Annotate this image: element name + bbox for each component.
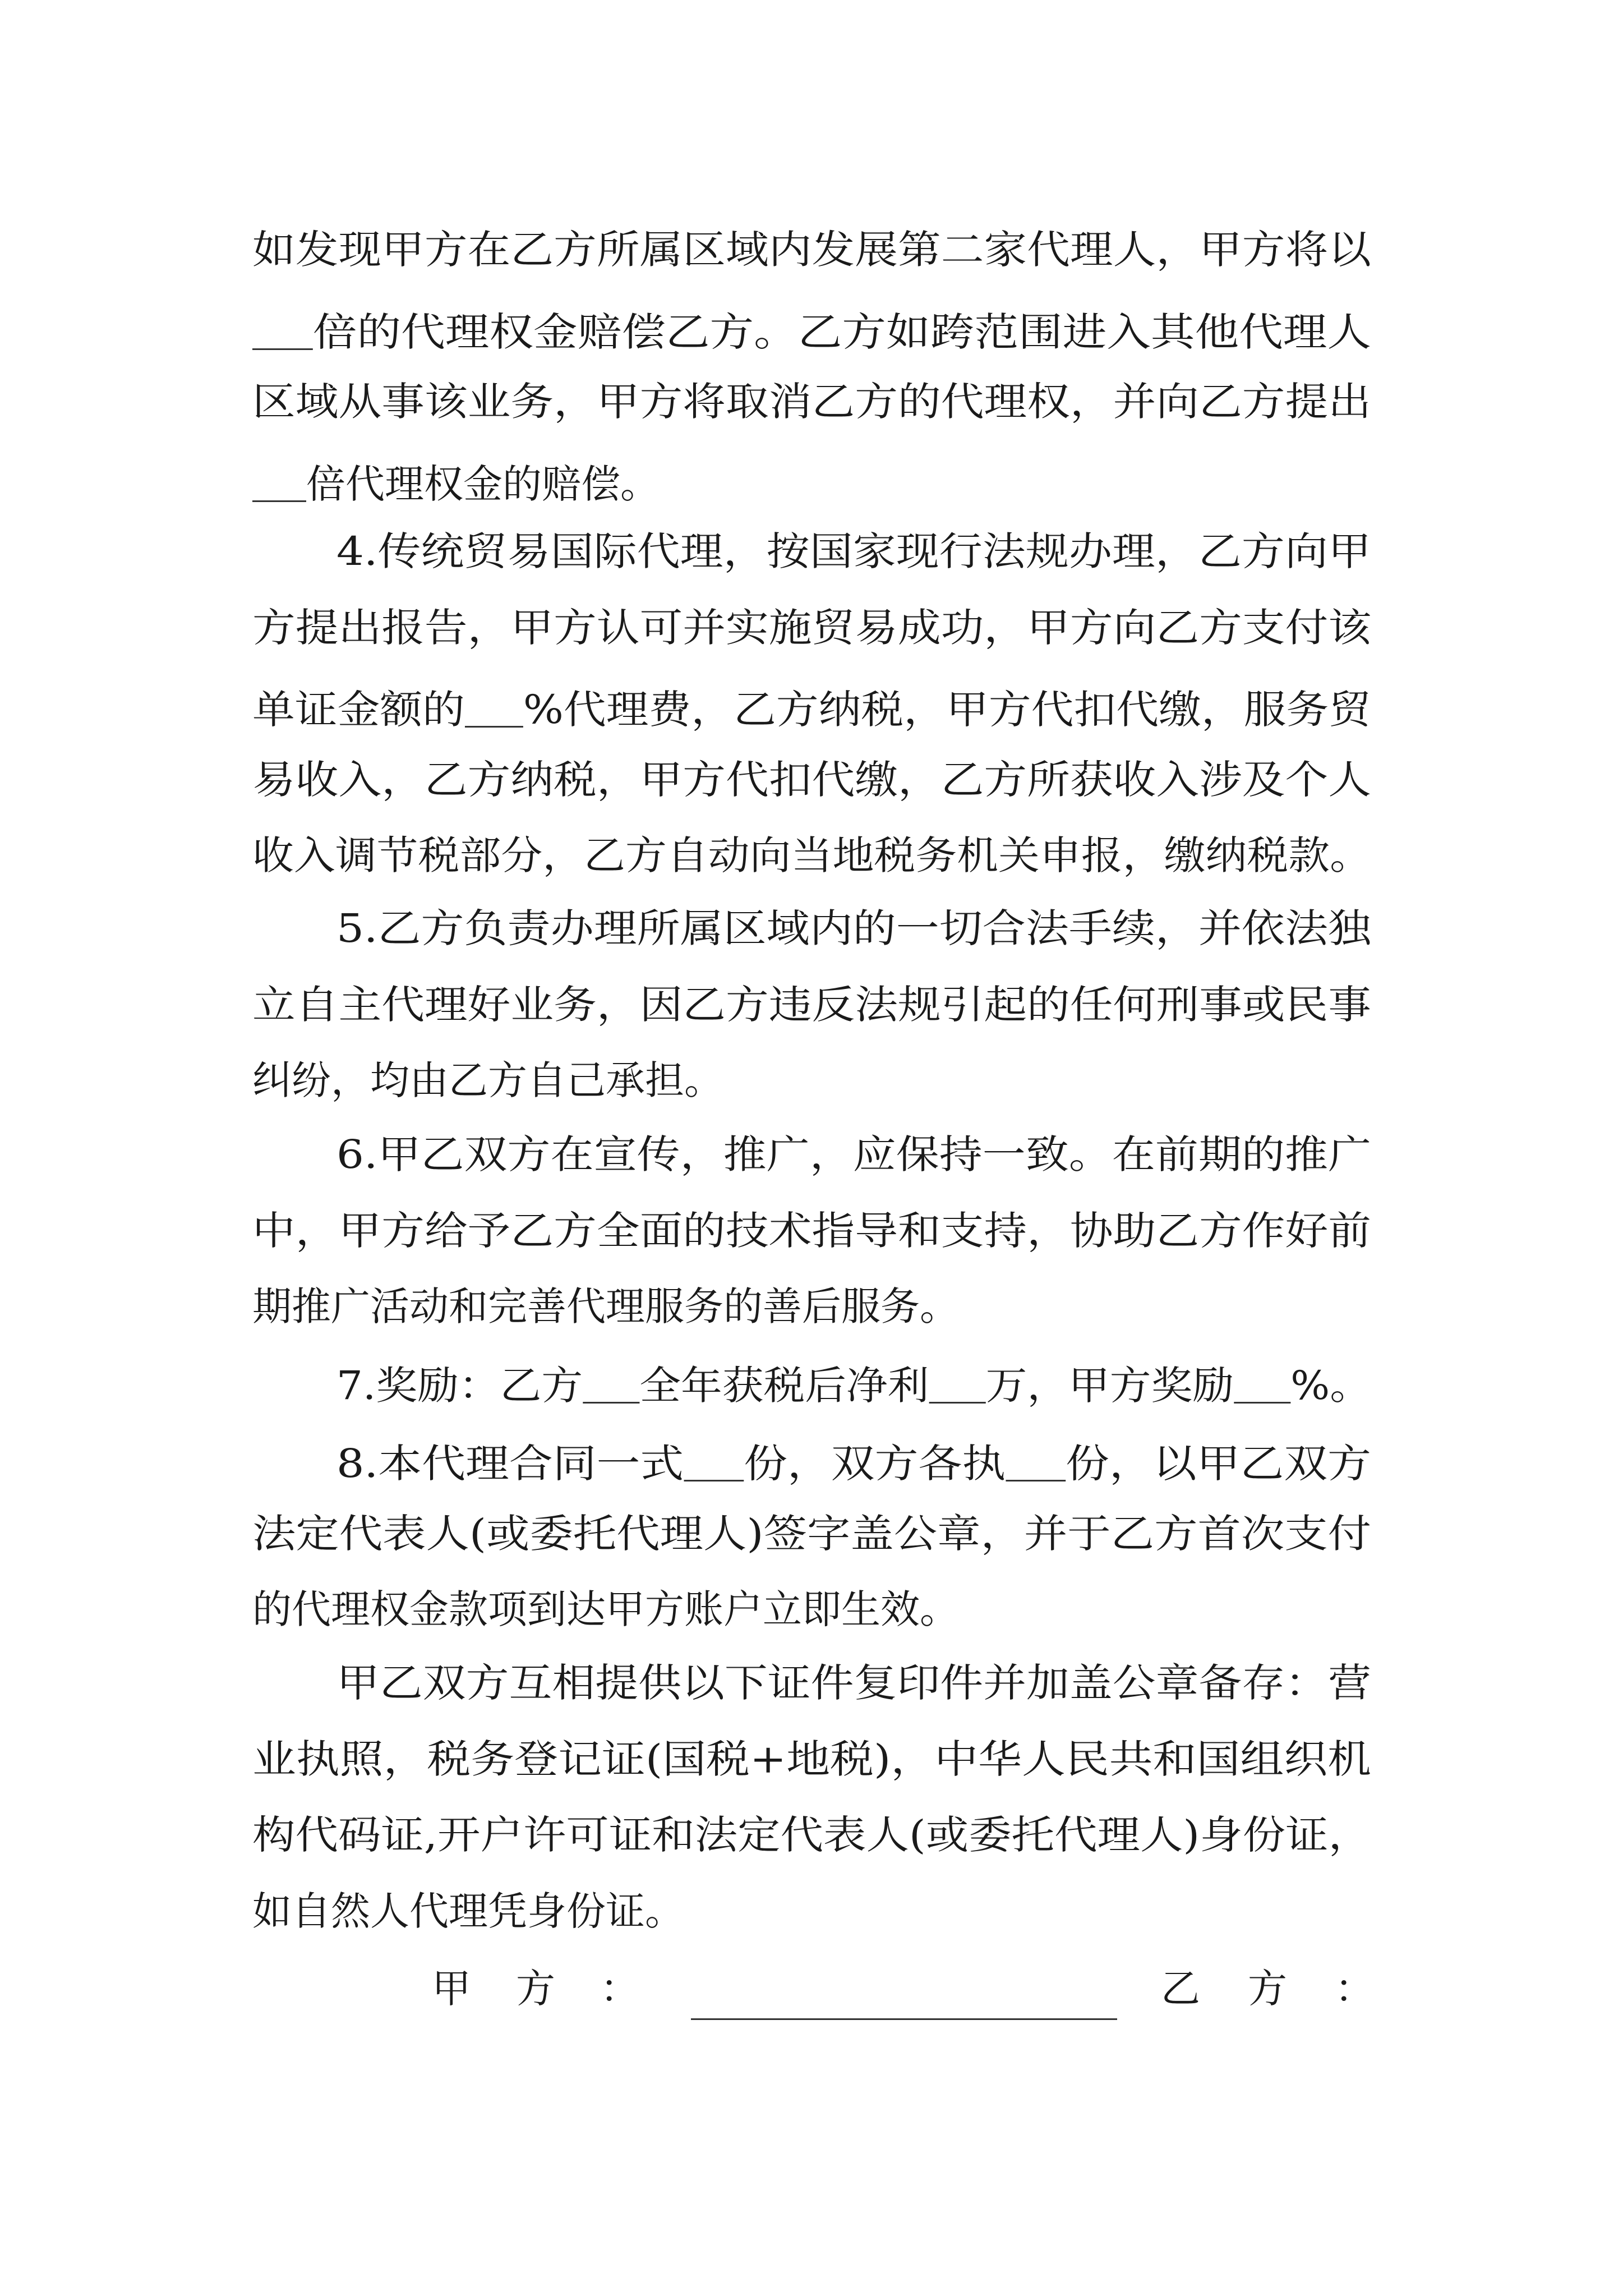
- text-line: [252, 1736, 1371, 1782]
- fill-in-blank: [252, 306, 313, 346]
- text-line: [252, 981, 1371, 1028]
- text-line: [252, 604, 1371, 651]
- text-run: 区域从事该业务，甲方将取消乙方的代理权，并向乙方提出: [252, 379, 1371, 425]
- text-run: 万，甲方奖励: [985, 1363, 1234, 1409]
- text-run: 构代码证,开户许可证和法定代表人(或委托代理人)身份证，: [252, 1812, 1371, 1858]
- text-line: [252, 1812, 1371, 1858]
- text-run: 如自然人代理凭身份证。: [252, 1888, 684, 1934]
- text-run: 期推广活动和完善代理服务的善后服务。: [252, 1283, 959, 1329]
- text-run: 立自主代理好业务，因乙方违反法规引起的任何刑事或民事: [252, 981, 1371, 1028]
- text-run: 法定代表人(或委托代理人)签字盖公章，并于乙方首次支付: [252, 1510, 1371, 1557]
- text-run: 纠纷，均由乙方自己承担。: [252, 1057, 723, 1103]
- text-run: 6.甲乙双方在宣传，推广，应保持一致。在前期的推广: [336, 1131, 1371, 1177]
- fill-in-blank: [684, 1438, 744, 1477]
- text-line: [252, 684, 1371, 733]
- text-line: [252, 458, 660, 507]
- text-run: 方提出报告，甲方认可并实施贸易成功，甲方向乙方支付该: [252, 604, 1371, 651]
- text-run: 4.传统贸易国际代理，按国家现行法规办理，乙方向甲: [336, 528, 1371, 574]
- fill-in-blank: [465, 684, 523, 723]
- fill-in-blank: [929, 1360, 985, 1399]
- fill-in-blank: [1234, 1360, 1290, 1399]
- text-run: 7.奖励：乙方: [336, 1363, 583, 1409]
- text-line: [252, 379, 1371, 425]
- text-run: 如发现甲方在乙方所属区域内发展第二家代理人，甲方将以: [252, 227, 1371, 273]
- text-line: [252, 227, 1371, 273]
- text-run: 份，双方各执: [744, 1441, 1006, 1487]
- fill-in-blank: [252, 458, 306, 498]
- text-line: [252, 1586, 959, 1632]
- text-run: 全年获税后净利: [639, 1363, 929, 1409]
- text-line: [252, 1510, 1371, 1557]
- text-line: [336, 1360, 1371, 1409]
- text-line: [252, 1888, 684, 1934]
- text-run: 业执照，税务登记证(国税+地税)，中华人民共和国组织机: [252, 1736, 1371, 1782]
- text-run: 倍代理权金的赔偿。: [306, 461, 660, 507]
- text-line: [252, 1283, 959, 1329]
- text-line: [336, 528, 1371, 574]
- fill-in-blank: [1006, 1438, 1066, 1477]
- text-run: 中，甲方给予乙方全面的技术指导和支持，协助乙方作好前: [252, 1207, 1371, 1254]
- text-line: [252, 1057, 723, 1103]
- text-line: [336, 1438, 1371, 1487]
- text-line: [336, 1660, 1371, 1706]
- text-run: 8.本代理合同一式: [336, 1441, 684, 1487]
- party-a-signature-line: [691, 2018, 1117, 2020]
- text-run: %代理费，乙方纳税，甲方代扣代缴，服务贸: [523, 687, 1371, 733]
- text-run: 收入调节税部分，乙方自动向当地税务机关申报，缴纳税款。: [252, 832, 1371, 878]
- fill-in-blank: [583, 1360, 639, 1399]
- text-run: 易收入，乙方纳税，甲方代扣代缴，乙方所获收入涉及个人: [252, 756, 1371, 803]
- text-run: 甲乙双方互相提供以下证件复印件并加盖公章备存：营: [336, 1660, 1371, 1706]
- text-line: [252, 1207, 1371, 1254]
- text-run: 5.乙方负责办理所属区域内的一切合法手续，并依法独: [336, 905, 1371, 951]
- text-run: 的代理权金款项到达甲方账户立即生效。: [252, 1586, 959, 1632]
- document-page: 如发现甲方在乙方所属区域内发展第二家代理人，甲方将以 倍的代理权金赔偿乙方。乙方如跨范围进入其他代理人 区域从事该业务，甲方将取消乙方的代理权，并向乙方提出 倍代理权金的赔偿。 4.传统贸易国际代理，按国家现行法规办理，乙方向甲 方提出报告，甲方认可并实施贸易成功，甲方向乙方支付该 单证金额的 %代理费，乙方纳税，甲方代扣代缴，服务贸 易收入，乙方纳税，甲方代扣代缴，乙方所获收入涉及个人 收入调节税部分，乙方自动向当地税务机关申报，缴纳税款。 5.乙方负责办理所属区域内的一切合法手续，并依法独 立自主代理好业务，因乙方违反法规引起的任何刑事或民事 纠纷，均由乙方自己承担。 6.甲乙双方在宣传，推广，应保持一致。在前期的推广 中，甲方给予乙方全面的技术指导和支持，协助乙方作好前 期推广活动和完善代理服务的善后服务。 7.奖励：乙方 全年获税后净利 万，甲方奖励 %。 8.本代理合同一式 份，双方各执 份，以甲乙双方 法定代表人(或委托代理人)签字盖公章，并于乙方首次支付 的代理权金款项到达甲方账户立即生效。 甲乙双方互相提供以下证件复印件并加盖公章备存：营 业执照，税务登记证(国税+地税)，中华人民共和国组织机 构代码证,开户许可证和法定代表人(或委托代理人)身份证， 如自然人代理凭身份证。 甲 方 ： 乙 方 ：: [0, 0, 1623, 2296]
- text-line: [336, 1131, 1371, 1177]
- text-line: [252, 756, 1371, 803]
- text-line: [336, 905, 1371, 951]
- text-line: [252, 306, 1371, 355]
- text-run: %。: [1290, 1363, 1371, 1409]
- text-line: [252, 832, 1371, 878]
- text-run: 倍的代理权金赔偿乙方。乙方如跨范围进入其他代理人: [312, 309, 1371, 355]
- text-run: 份，以甲乙双方: [1065, 1441, 1371, 1487]
- text-run: 单证金额的: [252, 687, 465, 733]
